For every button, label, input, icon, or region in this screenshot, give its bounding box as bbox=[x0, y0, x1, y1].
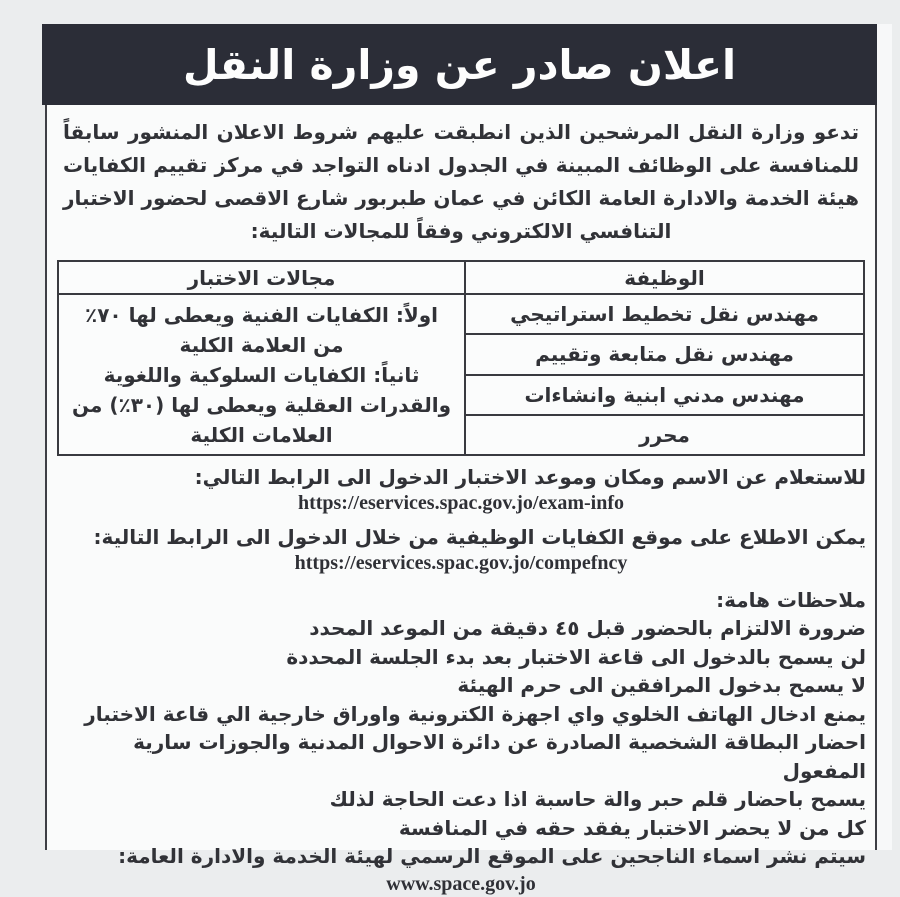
exam-fields-second: ثانياً: الكفايات السلوكية واللغوية والقدرات العقلية ويعطى لها (٣٠٪) من العلامات الكلية bbox=[72, 363, 452, 447]
announcement-title: اعلان صادر عن وزارة النقل bbox=[182, 40, 737, 89]
announcement-body bbox=[45, 105, 877, 895]
note-absence-loses-right: كل من لا يحضر الاختبار يفقد حقه في المنافسة bbox=[398, 815, 866, 840]
intro-paragraph: تدعو وزارة النقل المرشحين الذين انطبقت عليهم شروط الاعلان المنشور سابقاً للمنافسة على الوظائف المبينة في الجدول ادناه التواجد في مركز تقييم الكفايات هيئة الخدمة والادارة العامة الكائن في عمان طبربور شارع الاقصى لحضور الاختبار التنافسي الالكتروني وفقاً للمجالات التالية: bbox=[63, 120, 859, 243]
note-pen-calculator: يسمح باحضار قلم حبر والة حاسبة اذا دعت الحاجة لذلك bbox=[329, 787, 866, 811]
competency-link[interactable]: https://eservices.spac.gov.jo/compefncy bbox=[294, 552, 628, 574]
note-no-phones: يمنع ادخال الهاتف الخلوي واي اجهزة الكترونية واوراق خارجية الي قاعة الاختبار bbox=[84, 701, 866, 726]
job-cell-monitoring-engineer: مهندس نقل متابعة وتقييم bbox=[465, 334, 864, 374]
official-website-link[interactable]: www.space.gov.jo bbox=[386, 872, 536, 895]
table-header-row bbox=[58, 261, 864, 294]
exam-info-link[interactable]: https://eservices.spac.gov.jo/exam-info bbox=[297, 492, 625, 514]
note-arrive-early: ضرورة الالتزام بالحضور قبل ٤٥ دقيقة من الموعد المحدد bbox=[309, 616, 866, 640]
column-header-job: الوظيفة bbox=[465, 261, 864, 294]
exam-info-instruction: للاستعلام عن الاسم ومكان وموعد الاختبار الدخول الى الرابط التالي: bbox=[194, 465, 866, 489]
table-row bbox=[58, 294, 864, 334]
note-no-entry-after-start: لن يسمح بالدخول الى قاعة الاختبار بعد بدء الجلسة المحددة bbox=[286, 644, 866, 669]
jobs-table bbox=[57, 260, 865, 456]
exam-fields-first: اولاً: الكفايات الفنية ويعطى لها ٧٠٪ من العلامة الكلية bbox=[84, 303, 439, 357]
note-results-published: سيتم نشر اسماء الناجحين على الموقع الرسمي لهيئة الخدمة والادارة العامة: bbox=[118, 844, 866, 868]
job-cell-editor: محرر bbox=[465, 415, 864, 455]
paper-right-margin bbox=[877, 24, 892, 850]
job-cell-strategic-planning-engineer: مهندس نقل تخطيط استراتيجي bbox=[465, 294, 864, 334]
notes-title: ملاحظات هامة: bbox=[716, 588, 866, 612]
note-no-companions: لا يسمح بدخول المرافقين الى حرم الهيئة bbox=[457, 673, 866, 697]
announcement-banner bbox=[42, 24, 877, 105]
job-cell-civil-engineer: مهندس مدني ابنية وانشاءات bbox=[465, 375, 864, 415]
column-header-exam-fields: مجالات الاختبار bbox=[58, 261, 465, 294]
competency-instruction: يمكن الاطلاع على موقع الكفايات الوظيفية من خلال الدخول الى الرابط التالية: bbox=[93, 525, 866, 549]
exam-fields-cell bbox=[58, 294, 465, 455]
note-bring-id: احضار البطاقة الشخصية الصادرة عن دائرة الاحوال المدنية والجوزات سارية المفعول bbox=[133, 730, 866, 783]
